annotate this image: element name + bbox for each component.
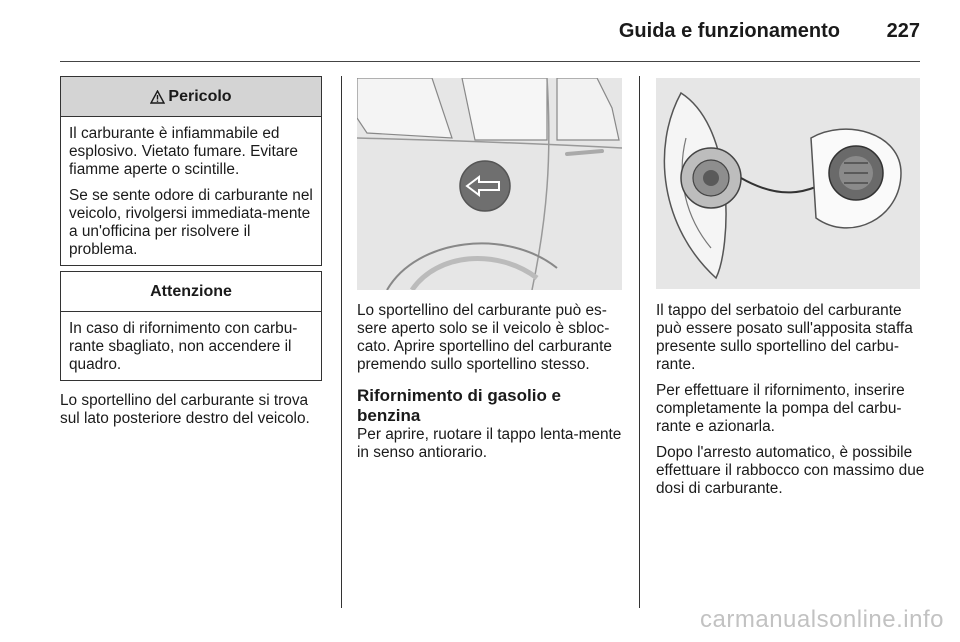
page-title: Guida e funzionamento bbox=[618, 20, 840, 42]
column-divider-2 bbox=[639, 76, 640, 608]
caution-box-header bbox=[61, 272, 321, 312]
col3-paragraph-2: Per effettuare il rifornimento, inserire completamente la pompa del carbu-rante e azionarla. bbox=[656, 382, 905, 435]
col2-paragraph: Lo sportellino del carburante può es-sere aperto solo se il veicolo è sbloc-cato. Aprire sportellino del carburante premendo sullo sportellino stesso. bbox=[357, 302, 612, 373]
col3-paragraph-1: Il tappo del serbatoio del carburante può essere posato sull'apposita staffa presente sullo sportellino del carbu-rante. bbox=[656, 302, 913, 373]
car-fuel-door-figure bbox=[357, 78, 622, 290]
col1-paragraph: Lo sportellino del carburante si trova sul lato posteriore destro del veicolo. bbox=[60, 392, 310, 427]
warning-heading: Pericolo bbox=[168, 87, 232, 105]
column-divider-1 bbox=[341, 76, 342, 608]
col2-text-block bbox=[357, 302, 625, 470]
page-number: 227 bbox=[886, 20, 920, 42]
col2-section-paragraph: Per aprire, ruotare il tappo lenta-mente in senso antiorario. bbox=[357, 426, 622, 461]
warning-paragraph-2: Se se sente odore di carburante nel veicolo, rivolgersi immediata-mente a un'officina per risolvere il problema. bbox=[69, 187, 313, 258]
col3-paragraph-3: Dopo l'arresto automatico, è possibile effettuare il rabbocco con massimo due dosi di carburante. bbox=[656, 444, 925, 497]
caution-paragraph-1: In caso di rifornimento con carbu-rante sbagliato, non accendere il quadro. bbox=[69, 320, 298, 373]
warning-triangle-icon bbox=[150, 90, 165, 104]
caution-box bbox=[60, 271, 322, 381]
section-heading: Rifornimento di gasolio e benzina bbox=[357, 386, 562, 425]
col3-text-block bbox=[656, 302, 926, 506]
fuel-cap-on-door-holder-illustration bbox=[656, 78, 920, 289]
car-fuel-door-illustration bbox=[357, 78, 622, 290]
caution-heading: Attenzione bbox=[150, 282, 232, 300]
warning-paragraph-1: Il carburante è infiammabile ed esplosivo. Vietato fumare. Evitare fiamme aperte o scintille. bbox=[69, 125, 298, 178]
page-header bbox=[60, 16, 920, 62]
warning-box bbox=[60, 76, 322, 266]
fuel-cap-figure bbox=[656, 78, 920, 289]
warning-box-header bbox=[61, 77, 321, 117]
watermark: carmanualsonline.info bbox=[700, 606, 944, 633]
col1-text-block bbox=[60, 392, 328, 436]
